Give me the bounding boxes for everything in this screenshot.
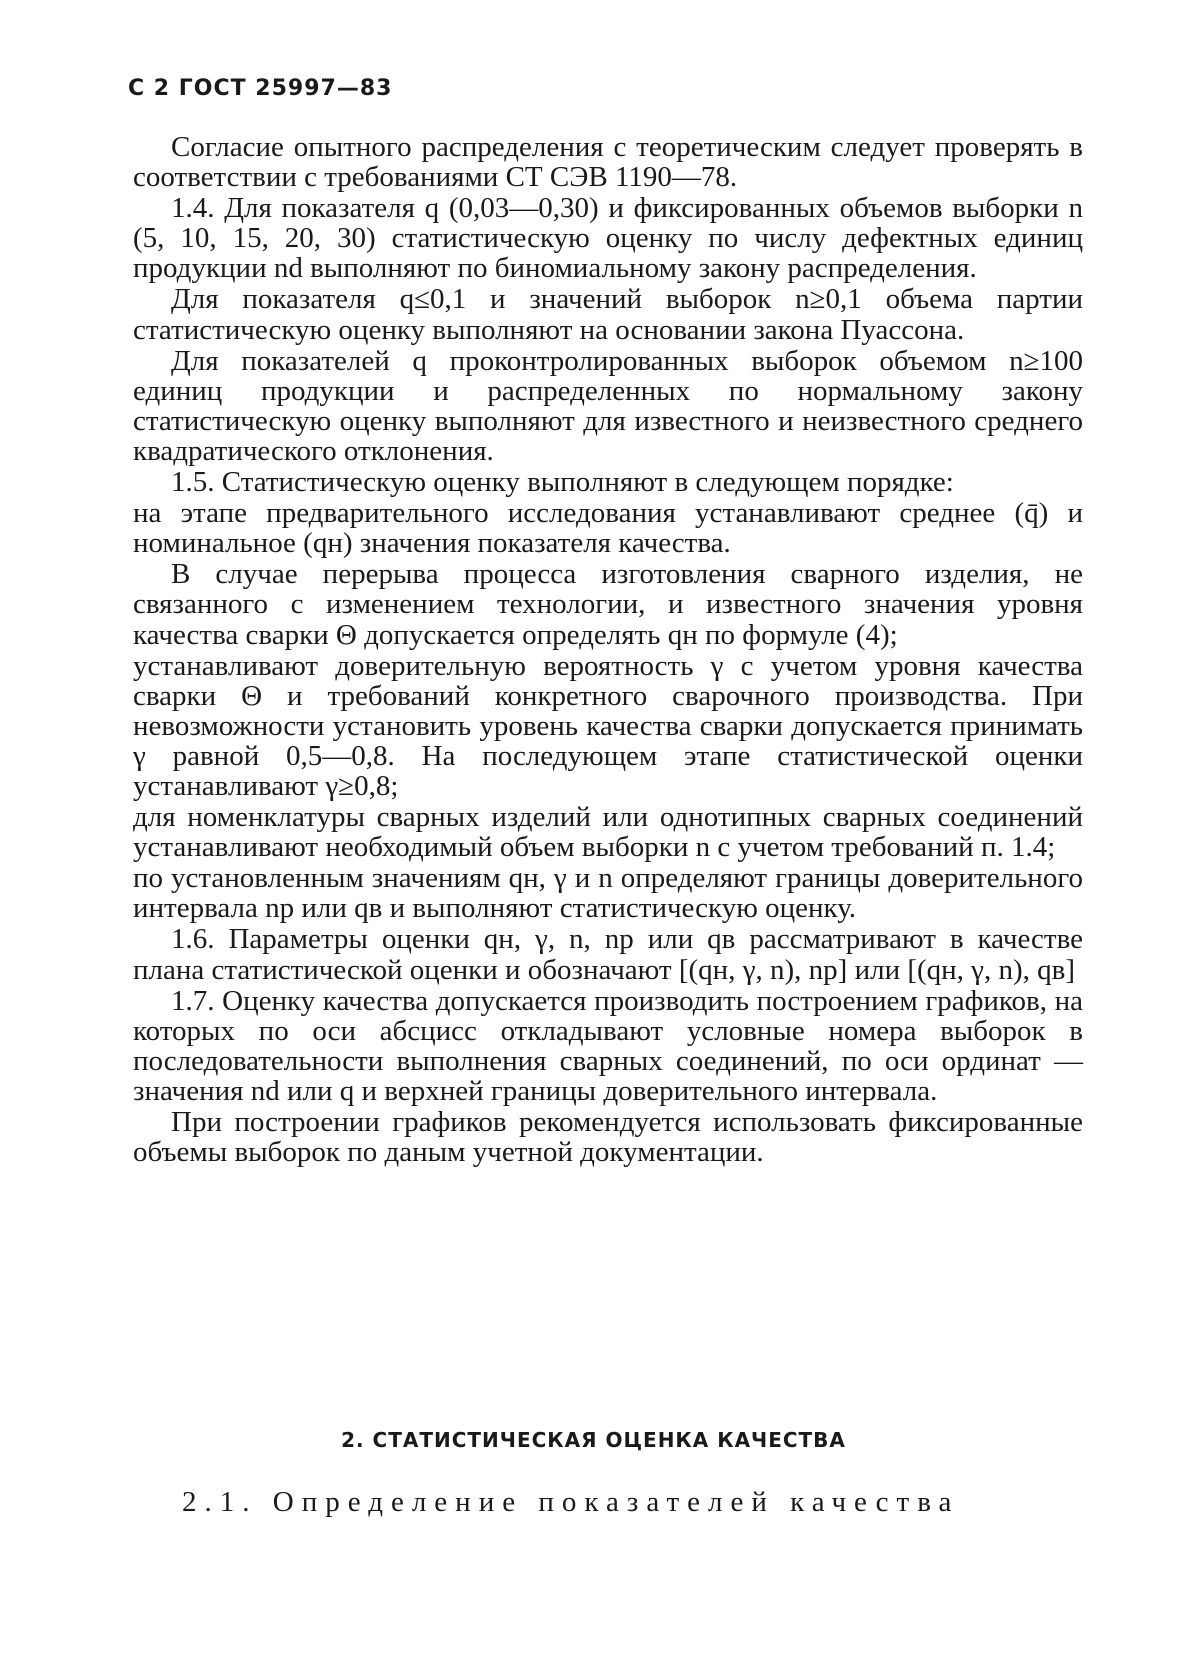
paragraph-interruption: В случае перерыва процесса изготовления сварного изделия, не связанного с изменением технологии, и известного значения уровня качества сварки Θ допускается определять qн по формуле (4);: [133, 558, 1083, 651]
paragraph-1-7: 1.7. Оценку качества допускается производить построением графиков, на которых по оси абсцисс откладывают условные номера выборок в последовательности выполнения сварных соединений, по оси ординат — значения nd или q и верхней границы доверительного интервала.: [133, 984, 1083, 1107]
paragraph-agreement: Согласие опытного распределения с теоретическим следует проверять в соответствии с требованиями СТ СЭВ 1190—78.: [133, 131, 1083, 194]
paragraph-1-6: 1.6. Параметры оценки qн, γ, n, nр или qв рассматривают в качестве плана статистической оценки и обозначают [(qн, γ, n), nр] или [(qн, γ, n), qв]: [133, 923, 1083, 986]
paragraph-nomenclature: для номенклатуры сварных изделий или однотипных сварных соединений устанавливают необходимый объем выборки n с учетом требований п. 1.4;: [133, 801, 1083, 864]
subsection-title: 2.1. Определение показателей качества: [182, 1486, 960, 1518]
paragraph-normal: Для показателей q проконтролированных выборок объемом n≥100 единиц продукции и распределенных по нормальному закону статистическую оценку выполняют для известного и неизвестного среднего квадратического отклонения.: [133, 344, 1083, 467]
body-text: [133, 132, 1083, 1167]
paragraph-1-5: 1.5. Статистическую оценку выполняют в следующем порядке:: [171, 466, 954, 499]
paragraph-poisson: Для показателя q≤0,1 и значений выборок n≥0,1 объема партии статистическую оценку выполняют на основании закона Пуассона.: [133, 283, 1083, 346]
paragraph-bounds: по установленным значениям qн, γ и n определяют границы доверительного интервала nр или qв и выполняют статистическую оценку.: [133, 862, 1083, 925]
paragraph-graphs: При построении графиков рекомендуется использовать фиксированные объемы выборок по даным учетной документации.: [133, 1106, 1083, 1169]
section-title: 2. СТАТИСТИЧЕСКАЯ ОЦЕНКА КАЧЕСТВА: [341, 1428, 846, 1452]
paragraph-1-4: 1.4. Для показателя q (0,03—0,30) и фиксированных объемов выборки n (5, 10, 15, 20, 30) статистическую оценку по числу дефектных единиц продукции nd выполняют по биномиальному закону распределения.: [133, 192, 1083, 285]
paragraph-preliminary: на этапе предварительного исследования устанавливают среднее (q̄) и номинальное (qн) значения показателя качества.: [133, 497, 1083, 560]
page-header: С 2 ГОСТ 25997—83: [128, 76, 393, 101]
paragraph-confidence: устанавливают доверительную вероятность γ с учетом уровня качества сварки Θ и требований конкретного сварочного производства. При невозможности установить уровень качества сварки допускается принимать γ равной 0,5—0,8. На последующем этапе статистической оценки устанавливают γ≥0,8;: [133, 649, 1083, 802]
